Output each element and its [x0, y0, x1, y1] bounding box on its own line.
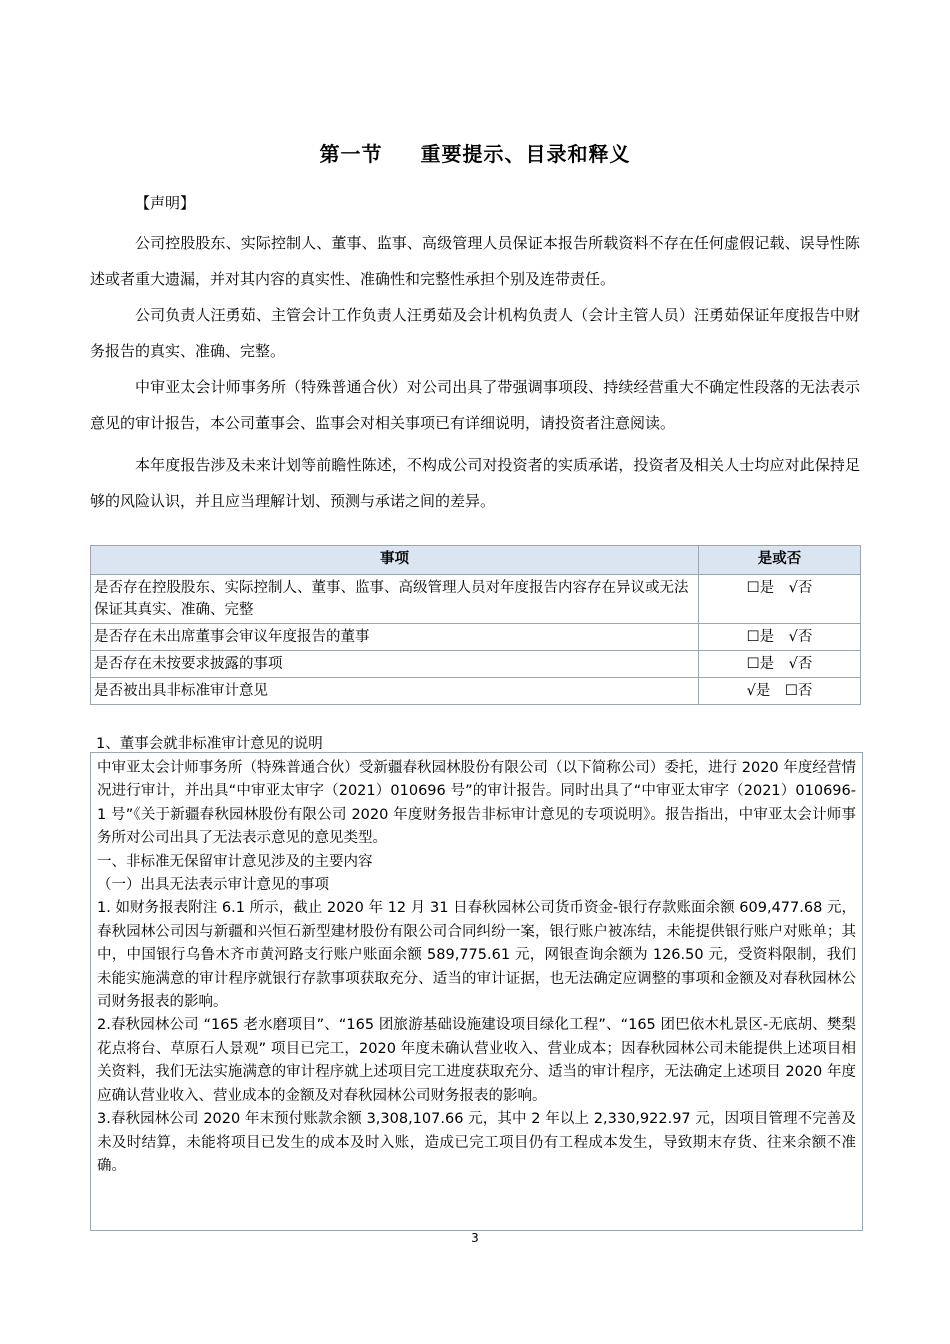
note-paragraph: 一、非标准无保留审计意见涉及的主要内容 — [97, 853, 373, 870]
row-answer: ☐是 √否 — [699, 651, 861, 678]
header-item: 事项 — [91, 546, 699, 575]
row-answer: ☐是 √否 — [699, 624, 861, 651]
note-paragraph: 3.春秋园林公司 2020 年末预付账款余额 3,308,107.66 元，其中 2 年以上 2,330,922.97 元，因项目管理不完善及未及时结算，未能将项目已发生的成本及时入账，造成已完工项目仍有工程成本发生，导致期末存货、往来余额不准确。 — [97, 1111, 856, 1174]
declaration-paragraph: 公司负责人汪勇茹、主管会计工作负责人汪勇茹及会计机构负责人（会计主管人员）汪勇茹保证年度报告中财务报告的真实、准确、完整。 — [90, 306, 860, 360]
note-paragraph: （一）出具无法表示审计意见的事项 — [97, 877, 329, 894]
declaration-heading: 【声明】 — [135, 194, 196, 212]
row-item: 是否存在未按要求披露的事项 — [91, 651, 699, 678]
row-item: 是否存在未出席董事会审议年度报告的董事 — [91, 624, 699, 651]
board-note-label: 1、董事会就非标准审计意见的说明 — [96, 736, 323, 752]
table-header-row — [91, 546, 861, 575]
note-paragraph: 1. 如财务报表附注 6.1 所示，截止 2020 年 12 月 31 日春秋园林公司货币资金-银行存款账面余额 609,477.68 元，春秋园林公司因与新疆和兴恒石新型建材股份有限公司合同纠纷一案，银行账户被冻结，未能提供银行账户对账单；其中，中国银行乌鲁木齐市黄河路支行账户账面余额 589,775.61 元，网银查询余额为 126.50 元，受资料限制，我们未能实施满意的审计程序就银行存款事项获取充分、适当的审计证据，也无法确定应调整的事项和金额及对春秋园林公司财务报表的影响。 — [97, 900, 856, 1011]
board-note-box — [90, 752, 863, 1231]
note-paragraph: 中审亚太会计师事务所（特殊普通合伙）受新疆春秋园林股份有限公司（以下简称公司）委托，进行 2020 年度经营情况进行审计，并出具“中审亚太审字（2021）010696 号”的审计报告。同时出具了“中审亚太审字（2021）010696-1 号”《关于新疆春秋园林股份有限公司 2020 年度财务报告非标审计意见的专项说明》。报告指出，中审亚太会计师事务所对公司出具了无法表示意见的意见类型。 — [97, 760, 856, 847]
declaration-paragraph: 公司控股股东、实际控制人、董事、监事、高级管理人员保证本报告所载资料不存在任何虚假记载、误导性陈述或者重大遗漏，并对其内容的真实性、准确性和完整性承担个别及连带责任。 — [90, 234, 860, 288]
table-row — [91, 575, 861, 624]
row-answer: √是 ☐否 — [699, 678, 861, 705]
table-row — [91, 651, 861, 678]
row-item: 是否被出具非标准审计意见 — [91, 678, 699, 705]
declaration-paragraph: 本年度报告涉及未来计划等前瞻性陈述，不构成公司对投资者的实质承诺，投资者及相关人士均应对此保持足够的风险认识，并且应当理解计划、预测与承诺之间的差异。 — [90, 456, 860, 510]
page-number: 3 — [471, 1231, 479, 1245]
section-title — [0, 138, 950, 167]
table-row — [91, 624, 861, 651]
header-answer: 是或否 — [699, 546, 861, 575]
declaration-paragraph: 中审亚太会计师事务所（特殊普通合伙）对公司出具了带强调事项段、持续经营重大不确定性段落的无法表示意见的审计报告，本公司董事会、监事会对相关事项已有详细说明，请投资者注意阅读。 — [90, 378, 860, 432]
row-item: 是否存在控股股东、实际控制人、董事、监事、高级管理人员对年度报告内容存在异议或无法保证其真实、准确、完整 — [91, 575, 699, 624]
matters-table — [90, 545, 861, 705]
section-number: 第一节 — [319, 142, 383, 166]
row-answer: ☐是 √否 — [699, 575, 861, 624]
section-name: 重要提示、目录和释义 — [420, 142, 631, 166]
note-paragraph: 2.春秋园林公司 “165 老水磨项目”、“165 团旅游基础设施建设项目绿化工程”、“165 团巴依木札景区-无底胡、樊梨花点将台、草原石人景观” 项目已完工，2020 年度未确认营业收入、营业成本；因春秋园林公司未能提供上述项目相关资料，我们无法实施满意的审计程序就上述项目完工进度获取充分、适当的审计程序，无法确定上述项目 2020 年度应确认营业收入、营业成本的金额及对春秋园林公司财务报表的影响。 — [97, 1017, 856, 1104]
table-row — [91, 678, 861, 705]
